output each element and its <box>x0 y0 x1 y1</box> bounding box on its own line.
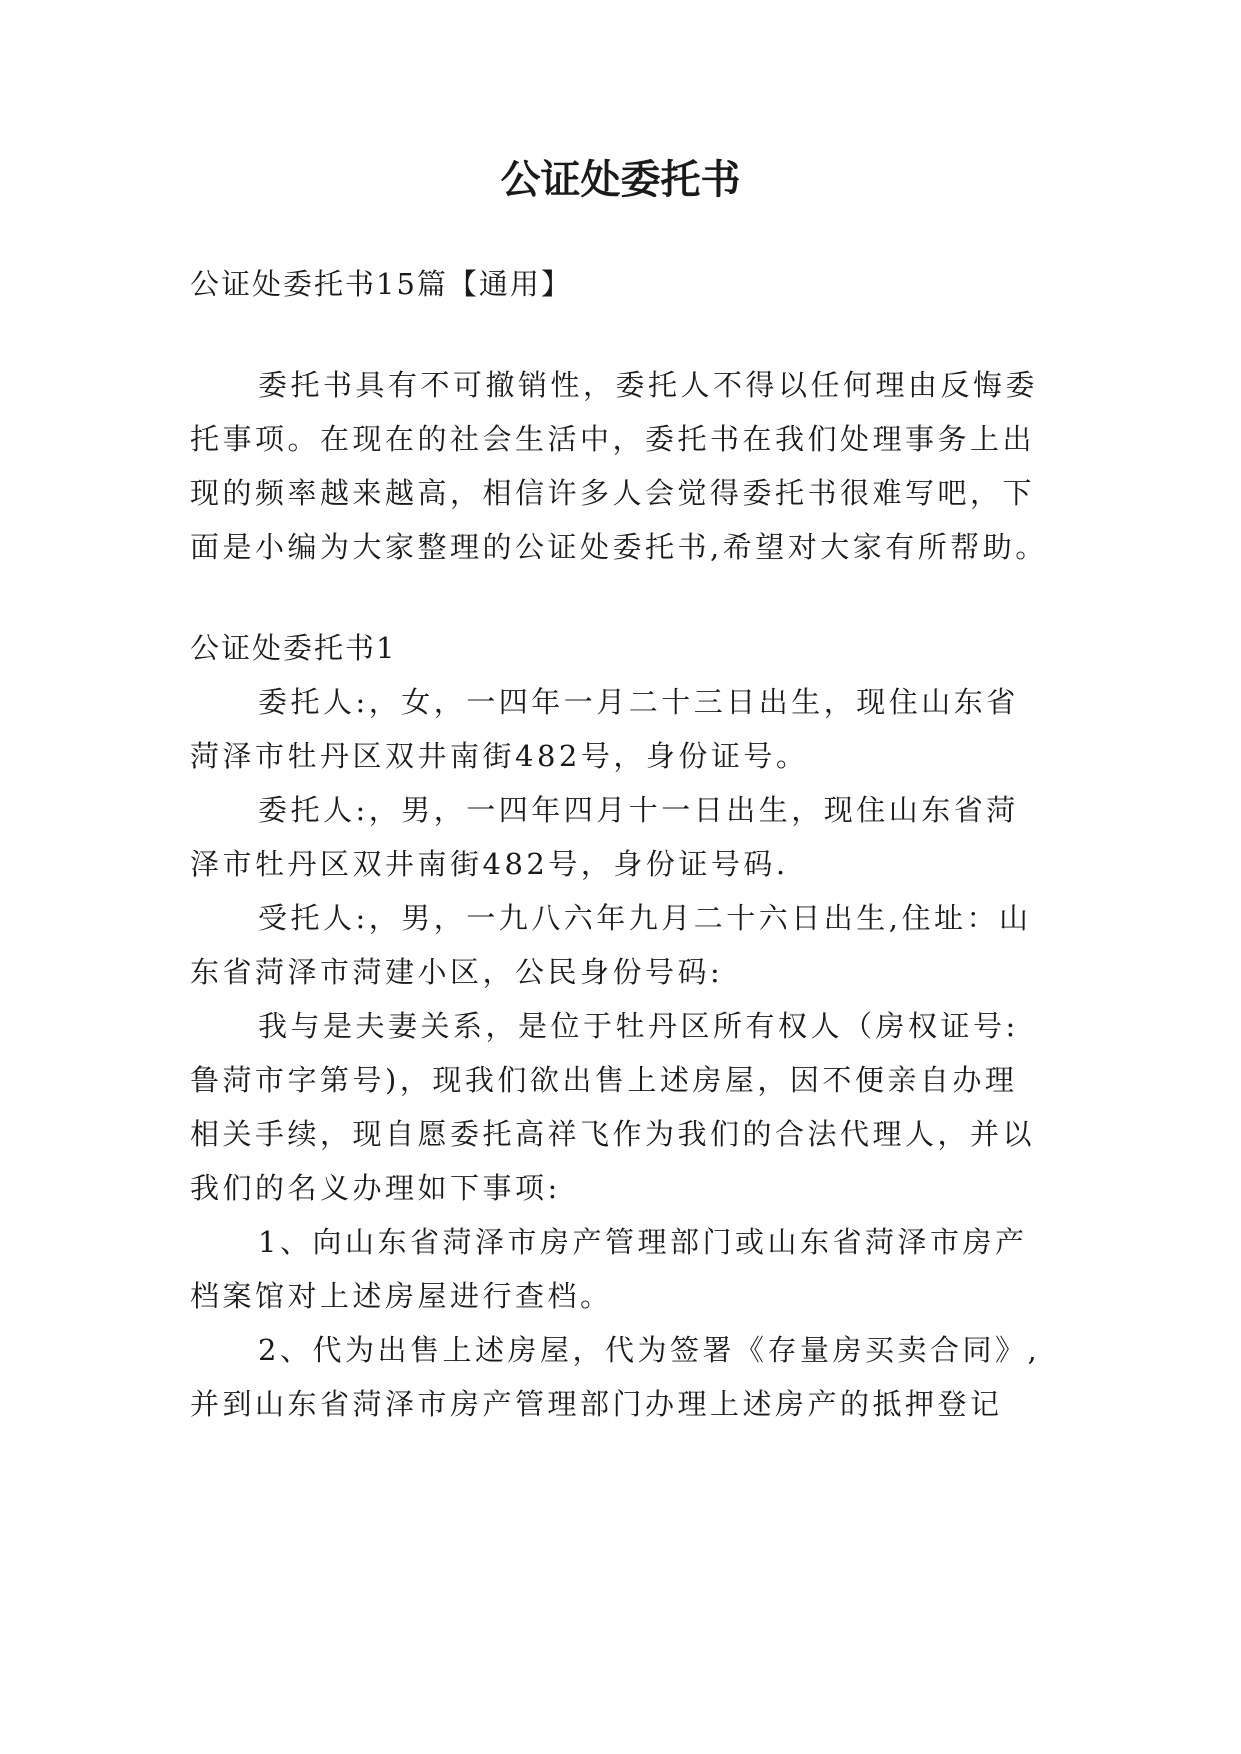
document-title: 公证处委托书 <box>500 157 741 203</box>
body-line: 委托人:，男，一四年四月十一日出生，现住山东省菏 <box>258 793 1019 827</box>
intro-line: 托事项。在现在的社会生活中，委托书在我们处理事务上出 <box>190 422 1036 456</box>
body-line: 1、向山东省菏泽市房产管理部门或山东省菏泽市房产 <box>258 1225 1028 1259</box>
body-line: 并到山东省菏泽市房产管理部门办理上述房产的抵押登记 <box>190 1387 1003 1421</box>
body-line: 相关手续，现自愿委托高祥飞作为我们的合法代理人，并以 <box>190 1117 1036 1151</box>
body-line: 我与是夫妻关系，是位于牡丹区所有权人（房权证号: <box>258 1009 1019 1043</box>
intro-line: 面是小编为大家整理的公证处委托书,希望对大家有所帮助。 <box>190 530 1048 564</box>
body-line: 我们的名义办理如下事项: <box>190 1171 561 1205</box>
section-heading: 公证处委托书1 <box>190 631 397 665</box>
body-line: 东省菏泽市菏建小区，公民身份号码: <box>190 955 724 989</box>
intro-line: 现的频率越来越高，相信许多人会觉得委托书很难写吧，下 <box>190 476 1036 510</box>
document-subtitle: 公证处委托书15篇【通用】 <box>190 267 572 301</box>
body-line: 鲁菏市字第号)，现我们欲出售上述房屋，因不便亲自办理 <box>190 1063 1018 1097</box>
intro-line: 委托书具有不可撤销性，委托人不得以任何理由反悔委 <box>258 368 1039 402</box>
body-line: 委托人:，女，一四年一月二十三日出生，现住山东省 <box>258 685 1019 719</box>
body-line: 菏泽市牡丹区双井南街482号，身份证号。 <box>190 739 809 773</box>
body-line: 档案馆对上述房屋进行查档。 <box>190 1279 613 1313</box>
body-line: 受托人:，男，一九八六年九月二十六日出生,住址：山 <box>258 901 1032 935</box>
body-line: 2、代为出售上述房屋，代为签署《存量房买卖合同》, <box>258 1333 1041 1367</box>
body-line: 泽市牡丹区双井南街482号，身份证号码. <box>190 847 789 881</box>
